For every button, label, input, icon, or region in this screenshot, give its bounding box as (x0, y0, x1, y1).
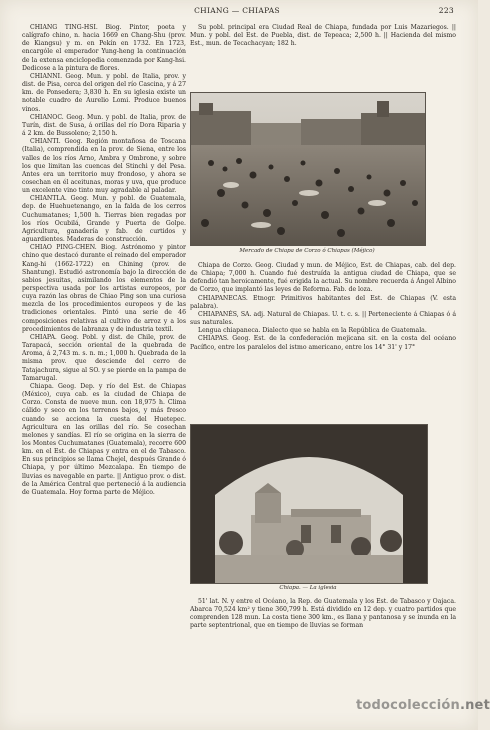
watermark-suffix: .net (459, 698, 490, 713)
entry-chianoc: CHIANOC. Geog. Mun. y pobl. de Italia, prov. de Turín, dist. de Susa, á orillas del río Dora Riparia y á 2 km. de Bussoleno; 2,150 h. (22, 113, 186, 138)
entry-chiapa-continued: Su pobl. principal era Ciudad Real de Chiapa, fundada por Luis Mazariegos. || Mun. y pobl. del Est. de Puebla, dist. de Tepeaca; 2,500 h. || Hacienda del mismo Est., mun. de Tecachacyan; 182 h. (190, 24, 456, 48)
right-column-top (190, 24, 456, 88)
left-column (22, 24, 186, 716)
entry-chiapanecas: CHIAPANECAS. Etnogr. Primitivos habitantes del Est. de Chiapas (V. esta palabra). (190, 294, 456, 310)
entry-lengua-chiapaneca: Lengua chiapaneca. Dialecto que se habla en la República de Guatemala. (198, 327, 427, 335)
entry-chiapa-de-corzo: Chiapa de Corzo. Geog. Ciudad y mun. de Méjico, Est. de Chiapas, cab. del dep. de Chiapa; 7,000 h. Cuando fué destruída la antigua ciudad de Chiapa, que se defendió tan heroicamente, fué erigida la actual. Su nombre recuerda á Ángel Albino de Corzo, que implantó las leyes de Reforma. Fab. de loza. (190, 262, 456, 294)
watermark-brand: todocolección (356, 698, 460, 713)
church-illustration (191, 425, 427, 583)
right-column-middle (190, 262, 456, 404)
market-photo-caption: Mercado de Chiapa de Corzo ó Chiapas (Méjico) (239, 248, 375, 254)
watermark (356, 698, 490, 713)
market-photo (190, 92, 426, 246)
entry-chianti: CHIANTI. Geog. Región montañosa de Toscana (Italia), comprendida en la prov. de Siena, entre los valles de los ríos Arno, Ambra y Ombrone, y sobre los que limitan las cuencas del Stinchi y del Pesa. Antes era un territorio muy frondoso, y ahora se cosechan en él aceitunas, moras y uva, que produce un excelente vino tinto muy agradable al paladar. (22, 138, 186, 195)
entry-chiapas: CHIAPAS. Geog. Est. de la confederación mejicana sit. en la costa del océano Pacífico, entre los paralelos del istmo americano, entre los 14° 31' y 17° (190, 335, 456, 351)
market-illustration (191, 93, 425, 245)
entry-chiao-ping-chen: CHIAO PING-CHEN. Biog. Astrónomo y pintor chino que destacó durante el reinado del emperador Kang-hi (1662-1722) en Chining (prov. de Shantung). Estudió astronomía bajo la dirección de sabios jesuitas, asimilando los elementos de la perspectiva usada por los artistas europeos, por cuya razón las obras de Chiao Ping son una curiosa mezcla de los procedimientos europeos y de las tradiciones orientales. Pintó una serie de 46 composiciones relativas al cultivo de arroz y a los procedimientos de labranza y de industria textil. (22, 244, 186, 333)
church-photo (190, 424, 428, 584)
entry-chianni: CHIANNI. Geog. Mun. y pobl. de Italia, prov. y dist. de Pisa, cerca del origen del río Cascina, y á 27 km. de Ponsedera; 3,830 h. En su iglesia existe un notable cuadro de Aurelio Lomi. Produce buenos vinos. (22, 72, 186, 113)
page-number: 223 (438, 6, 454, 15)
entry-chiapa: CHIAPA. Geog. Pobl. y dist. de Chile, prov. de Tarapacá, sección oriental de la quebrada de Aroma, á 2,743 m. s. n. m.; 1,000 h. Quebrada de la misma prov. que desciende del cerro de Tatajachura, sigue al SO. y se pierde en la pampa de Tamarugal. (22, 333, 186, 382)
entry-chiapas-continued: 51' lat. N. y entre el Océano, la Rep. de Guatemala y los Est. de Tabasco y Oajaca. Abarca 70,524 km² y tiene 360,799 h. Está dividido en 12 dep. y cuatro partidos que comprenden 128 mun. La costa tiene 300 km., es llana y pantanosa y se inunda en la parte septentrional, que en tiempo de lluvias se forman (190, 598, 456, 630)
church-photo-caption: Chiapa. — La iglesia (279, 585, 337, 591)
entry-chiang-ting-hsi: CHIANG TING-HSI. Biog. Pintor, poeta y calígrafo chino, n. hacia 1669 en Chang-Shu (prov. de Kiangsu) y m. en Pekín en 1732. En 1723, encargóle el emperador Yung-heng la continuación de la extensa enciclopedia comenzada por Kang-hsi. Dedicose a la pintura de flores. (22, 24, 186, 72)
entry-chiapanes: CHIAPANÉS, SA. adj. Natural de Chiapas. U. t. c. s. || Perteneciente á Chiapas ó á sus naturales. (190, 310, 456, 327)
running-title: CHIANG — CHIAPAS (194, 6, 280, 15)
entry-chiapa-dep: Chiapa. Geog. Dep. y río del Est. de Chiapas (México), cuya cab. es la ciudad de Chiapa de Corzo. Consta de nueve mun. con 18,975 h. Clima cálido y seco en los terrenos bajos, y más fresco cuando se acciona la cuesta del Huetepec. Agricultura en las orillas del río. Se cosechan melones y sandías. El río se origina en la sierra de los Montes Cuchumatanes (Guatemala), recorre 600 km. en el Est. de Chiapas y entra en el de Tabasco. En sus principios se llama Chejel, después Grande ó Chiapa, y por último Mezcalapa. En tiempo de lluvias es navegable en parte. || Antiguo prov. o dist. de la América Central que perteneció á la audiencia de Guatemala. Hoy forma parte de Méjico. (22, 382, 186, 496)
entry-chiantla: CHIANTLA. Geog. Mun. y pobl. de Guatemala, dep. de Huehuetenango, en la falda de los cerros Cuchumatanes; 1,500 h. Tierras bien regadas por los ríos Ocubilá, Grande y Puerta de Golpe. Agricultura, ganadería y fab. de curtidos y aguardientes. Maderas de construcción. (22, 195, 186, 244)
page-header (20, 6, 454, 18)
